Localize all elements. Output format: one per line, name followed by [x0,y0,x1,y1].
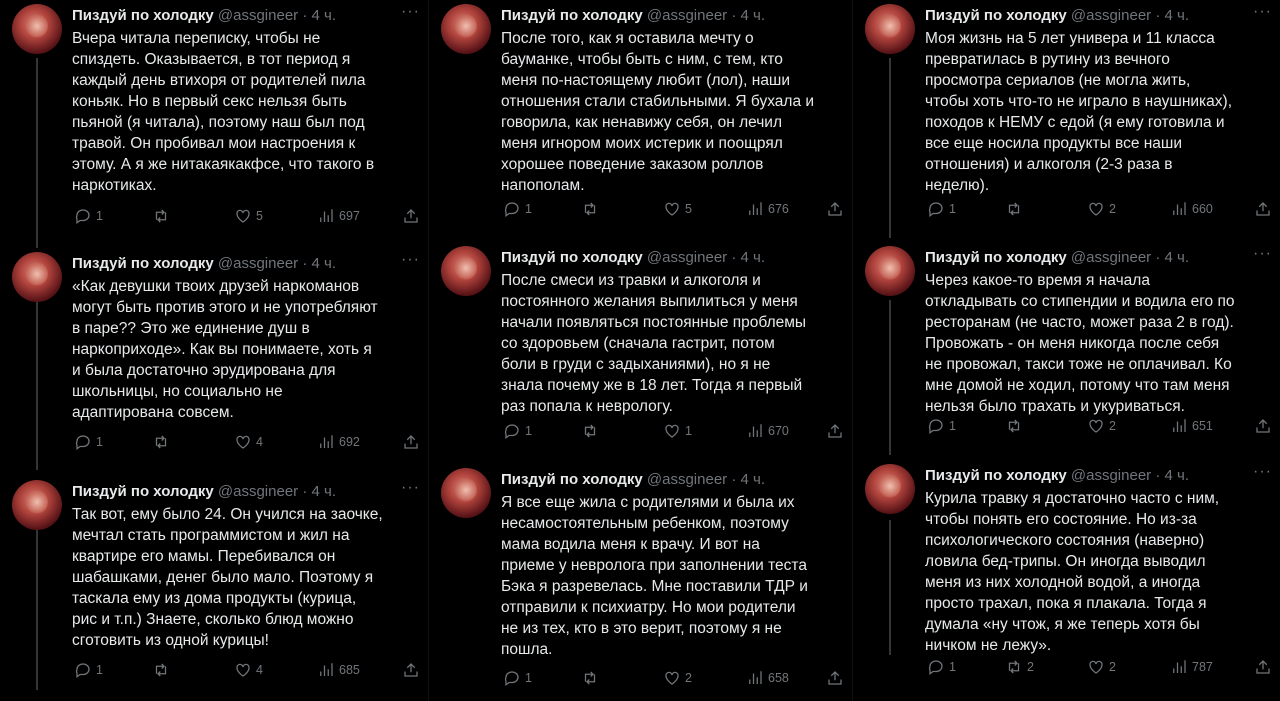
views-button[interactable] [1170,200,1213,218]
heart-icon [234,433,252,451]
tweet-actions [501,669,844,689]
avatar[interactable] [441,4,491,54]
reply-icon [74,433,92,451]
tweet-text: После того, как я оставила мечту о бауманке, чтобы быть с ним, с тем, кто меня по-настоящему любит (лол), наши отношения стали стабильными. Я бухала и говорила, как ненавижу себя, он лечил меня игнором моих истерик и поощрял хорошее поведение заказом роллов напополам. [501,30,815,194]
like-button[interactable] [1087,417,1116,435]
retweet-button[interactable] [581,200,603,218]
tweet[interactable] [429,244,852,454]
views-count: 660 [1192,202,1213,216]
avatar[interactable] [865,246,915,296]
views-button[interactable] [1170,417,1213,435]
retweet-icon [1005,417,1023,435]
avatar[interactable] [865,464,915,514]
author-name[interactable]: Пиздуй по холодку [72,7,214,24]
reply-count: 1 [949,660,956,674]
column-3 [852,0,1280,701]
author-name[interactable]: Пиздуй по холодку [925,249,1067,266]
views-icon [746,669,764,687]
like-button[interactable] [234,433,263,451]
reply-button[interactable] [503,200,532,218]
heart-icon [663,669,681,687]
retweet-icon [1005,658,1023,676]
reply-button[interactable] [927,417,956,435]
reply-icon [503,200,521,218]
retweet-button[interactable] [152,207,174,225]
like-count: 5 [256,209,263,223]
views-count: 676 [768,202,789,216]
views-icon [1170,417,1188,435]
author-name[interactable]: Пиздуй по холодку [925,7,1067,24]
views-count: 685 [339,663,360,677]
reply-icon [927,200,945,218]
more-options-icon[interactable]: ··· [1253,245,1272,262]
tweet-actions [925,200,1272,220]
tweet-actions [501,200,844,220]
heart-icon [234,207,252,225]
tweet-header [925,466,1268,486]
author-handle[interactable]: @assgineer [1070,7,1152,24]
reply-button[interactable] [74,207,103,225]
tweet-time[interactable]: · 4 ч. [1155,249,1189,266]
tweet-actions [72,661,420,681]
views-count: 787 [1192,660,1213,674]
retweet-button[interactable] [1005,658,1034,676]
reply-icon [503,422,521,440]
like-count: 2 [1109,660,1116,674]
tweet-actions [925,658,1272,678]
share-button[interactable] [826,669,844,687]
views-button[interactable] [746,200,789,218]
reply-count: 1 [525,424,532,438]
heart-icon [663,422,681,440]
retweet-count: 2 [1027,660,1034,674]
retweet-icon [1005,200,1023,218]
heart-icon [1087,417,1105,435]
like-button[interactable] [663,669,692,687]
tweet-header [501,470,840,490]
author-name[interactable]: Пиздуй по холодку [501,249,643,266]
tweet[interactable] [853,2,1280,232]
tweet-actions [72,207,420,227]
tweet-header [501,6,840,26]
retweet-button[interactable] [152,433,174,451]
tweet-header [72,482,416,502]
reply-count: 1 [949,419,956,433]
tweet[interactable] [429,2,852,232]
author-name[interactable]: Пиздуй по холодку [501,471,643,488]
tweet-time[interactable]: · 4 ч. [731,471,765,488]
retweet-icon [152,433,170,451]
avatar[interactable] [441,468,491,518]
like-count: 2 [685,671,692,685]
author-handle[interactable]: @assgineer [1070,249,1152,266]
tweet-text: Я все еще жила с родителями и была их несамостоятельным ребенком, поэтому мама водила меня к врачу. И вот на приеме у невролога при заполнении теста Бэка я разревелась. Мне поставили ТДР и отправили к психиатру. Но мои родители не из тех, кто в это верит, поэтому я не пошла. [501,494,808,658]
retweet-button[interactable] [581,422,603,440]
heart-icon [1087,658,1105,676]
views-count: 651 [1192,419,1213,433]
share-icon [402,661,420,679]
views-icon [317,207,335,225]
views-button[interactable] [1170,658,1213,676]
column-2 [428,0,852,701]
author-name[interactable]: Пиздуй по холодку [72,255,214,272]
reply-button[interactable] [503,669,532,687]
tweet[interactable] [0,2,428,232]
avatar[interactable] [865,4,915,54]
tweet-actions [501,422,844,442]
tweet-time[interactable]: · 4 ч. [302,7,336,24]
reply-icon [74,207,92,225]
avatar[interactable] [12,480,62,530]
retweet-button[interactable] [152,661,174,679]
author-handle[interactable]: @assgineer [646,249,728,266]
tweet-time[interactable]: · 4 ч. [302,255,336,272]
more-options-icon[interactable]: ··· [401,479,420,496]
retweet-button[interactable] [581,669,603,687]
reply-icon [927,658,945,676]
reply-count: 1 [96,209,103,223]
share-button[interactable] [402,433,420,451]
like-button[interactable] [663,422,692,440]
share-button[interactable] [402,207,420,225]
reply-icon [503,669,521,687]
tweet-text: Моя жизнь на 5 лет универа и 11 класса превратилась в рутину из вечного просмотра сериалов (не могла жить, чтобы хоть что-то не играло в наушниках), походов к НЕМУ с едой (я ему готовила и все еще носила продукты все наши отношения) и алкоголя (2-3 раза в неделю). [925,30,1233,194]
retweet-button[interactable] [1005,417,1027,435]
tweet-text: Через какое-то время я начала откладывать со стипендии и водила его по ресторанам (не часто, может раза 2 в год). Провожать - он меня никогда после себя не провожал, такси тоже не оплачивал. Ко мне домой не ходил, потому что там меня нельзя было трахать и укуриваться. [925,272,1235,415]
heart-icon [234,661,252,679]
like-button[interactable] [234,207,263,225]
tweet-text: «Как девушки твоих друзей наркоманов могут быть против этого и не употребляют в паре?? Это же единение душ в наркоприходе». Как вы понимаете, хоть я и была достаточно эрудирована для школьницы, но социально не адаптирована совсем. [72,278,378,421]
tweet-time[interactable]: · 4 ч. [731,249,765,266]
tweet-actions [925,417,1272,437]
views-button[interactable] [746,422,789,440]
author-handle[interactable]: @assgineer [217,483,299,500]
author-name[interactable]: Пиздуй по холодку [501,7,643,24]
tweet-header [925,248,1268,268]
author-handle[interactable]: @assgineer [1070,467,1152,484]
like-count: 1 [685,424,692,438]
tweet-actions [72,433,420,453]
share-button[interactable] [1254,658,1272,676]
views-button[interactable] [317,661,360,679]
tweet-text: Курила травку я достаточно часто с ним, чтобы понять его состояние. Но из-за психологического состояния (наверно) ловила бед-трипы. Он иногда выводил меня из них холодной водой, а иногда просто трахал, пока я плакала. Тогда я думала «ну чтож, я же теперь хотя бы ничком не лежу». [925,490,1220,654]
tweet-header [72,6,416,26]
views-count: 658 [768,671,789,685]
views-icon [1170,658,1188,676]
share-icon [1254,200,1272,218]
share-button[interactable] [826,200,844,218]
views-count: 670 [768,424,789,438]
share-button[interactable] [1254,417,1272,435]
like-button[interactable] [1087,658,1116,676]
author-name[interactable]: Пиздуй по холодку [925,467,1067,484]
like-count: 2 [1109,202,1116,216]
share-icon [826,200,844,218]
retweet-icon [152,207,170,225]
share-icon [826,422,844,440]
tweet[interactable] [0,478,428,688]
tweet-time[interactable]: · 4 ч. [731,7,765,24]
reply-count: 1 [96,435,103,449]
views-icon [317,661,335,679]
more-options-icon[interactable]: ··· [1253,3,1272,20]
views-icon [746,422,764,440]
reply-button[interactable] [74,433,103,451]
tweet-text: Вчера читала переписку, чтобы не спиздеть. Оказывается, в тот период я каждый день втихоря от родителей пила коньяк. Но в первый секс нельзя быть пьяной (я читала), поэтому наш был под травой. Он пробивал мои настроения к этому. А я же нитакаякакфсе, что такого в наркотиках. [72,30,375,194]
reply-count: 1 [949,202,956,216]
retweet-icon [581,669,599,687]
more-options-icon[interactable]: ··· [401,3,420,20]
author-handle[interactable]: @assgineer [646,7,728,24]
tweet-text: Так вот, ему было 24. Он учился на заочке, мечтал стать программистом и жил на квартире его мамы. Перебивался он шабашками, денег было мало. Поэтому я таскала ему из дома продукты (курица, рис и т.п.) Знаете, сколько блюд можно сготовить из одной курицы! [72,506,383,649]
views-count: 692 [339,435,360,449]
author-handle[interactable]: @assgineer [217,255,299,272]
tweet[interactable] [853,244,1280,454]
author-name[interactable]: Пиздуй по холодку [72,483,214,500]
share-button[interactable] [402,661,420,679]
tweet-header [925,6,1268,26]
like-count: 5 [685,202,692,216]
share-icon [402,433,420,451]
tweet-text: После смеси из травки и алкоголя и постоянного желания выпилиться у меня начали появляться постоянные проблемы со здоровьем (сначала гастрит, потом боли в груди с задыханиями), но я не знала почему же в 18 лет. Тогда я первый раз попала к неврологу. [501,272,807,415]
tweet-time[interactable]: · 4 ч. [302,483,336,500]
reply-count: 1 [525,202,532,216]
tweet-header [72,254,416,274]
reply-button[interactable] [927,200,956,218]
heart-icon [1087,200,1105,218]
views-button[interactable] [317,433,360,451]
tweet-time[interactable]: · 4 ч. [1155,7,1189,24]
like-count: 4 [256,663,263,677]
reply-button[interactable] [74,661,103,679]
avatar[interactable] [441,246,491,296]
like-count: 2 [1109,419,1116,433]
tweet-header [501,248,840,268]
retweet-icon [152,661,170,679]
reply-button[interactable] [927,658,956,676]
reply-icon [927,417,945,435]
tweet[interactable] [0,250,428,460]
more-options-icon[interactable]: ··· [401,251,420,268]
retweet-icon [581,200,599,218]
reply-count: 1 [525,671,532,685]
views-icon [317,433,335,451]
share-icon [1254,417,1272,435]
views-button[interactable] [317,207,360,225]
like-button[interactable] [1087,200,1116,218]
views-icon [746,200,764,218]
column-1 [0,0,428,701]
avatar[interactable] [12,252,62,302]
tweet[interactable] [429,466,852,696]
share-icon [826,669,844,687]
author-handle[interactable]: @assgineer [217,7,299,24]
views-button[interactable] [746,669,789,687]
reply-button[interactable] [503,422,532,440]
author-handle[interactable]: @assgineer [646,471,728,488]
like-button[interactable] [234,661,263,679]
retweet-button[interactable] [1005,200,1027,218]
share-icon [1254,658,1272,676]
views-icon [1170,200,1188,218]
avatar[interactable] [12,4,62,54]
heart-icon [663,200,681,218]
reply-icon [74,661,92,679]
like-count: 4 [256,435,263,449]
like-button[interactable] [663,200,692,218]
reply-count: 1 [96,663,103,677]
share-icon [402,207,420,225]
share-button[interactable] [826,422,844,440]
retweet-icon [581,422,599,440]
more-options-icon[interactable]: ··· [1253,463,1272,480]
tweet-time[interactable]: · 4 ч. [1155,467,1189,484]
views-count: 697 [339,209,360,223]
tweet[interactable] [853,462,1280,692]
share-button[interactable] [1254,200,1272,218]
